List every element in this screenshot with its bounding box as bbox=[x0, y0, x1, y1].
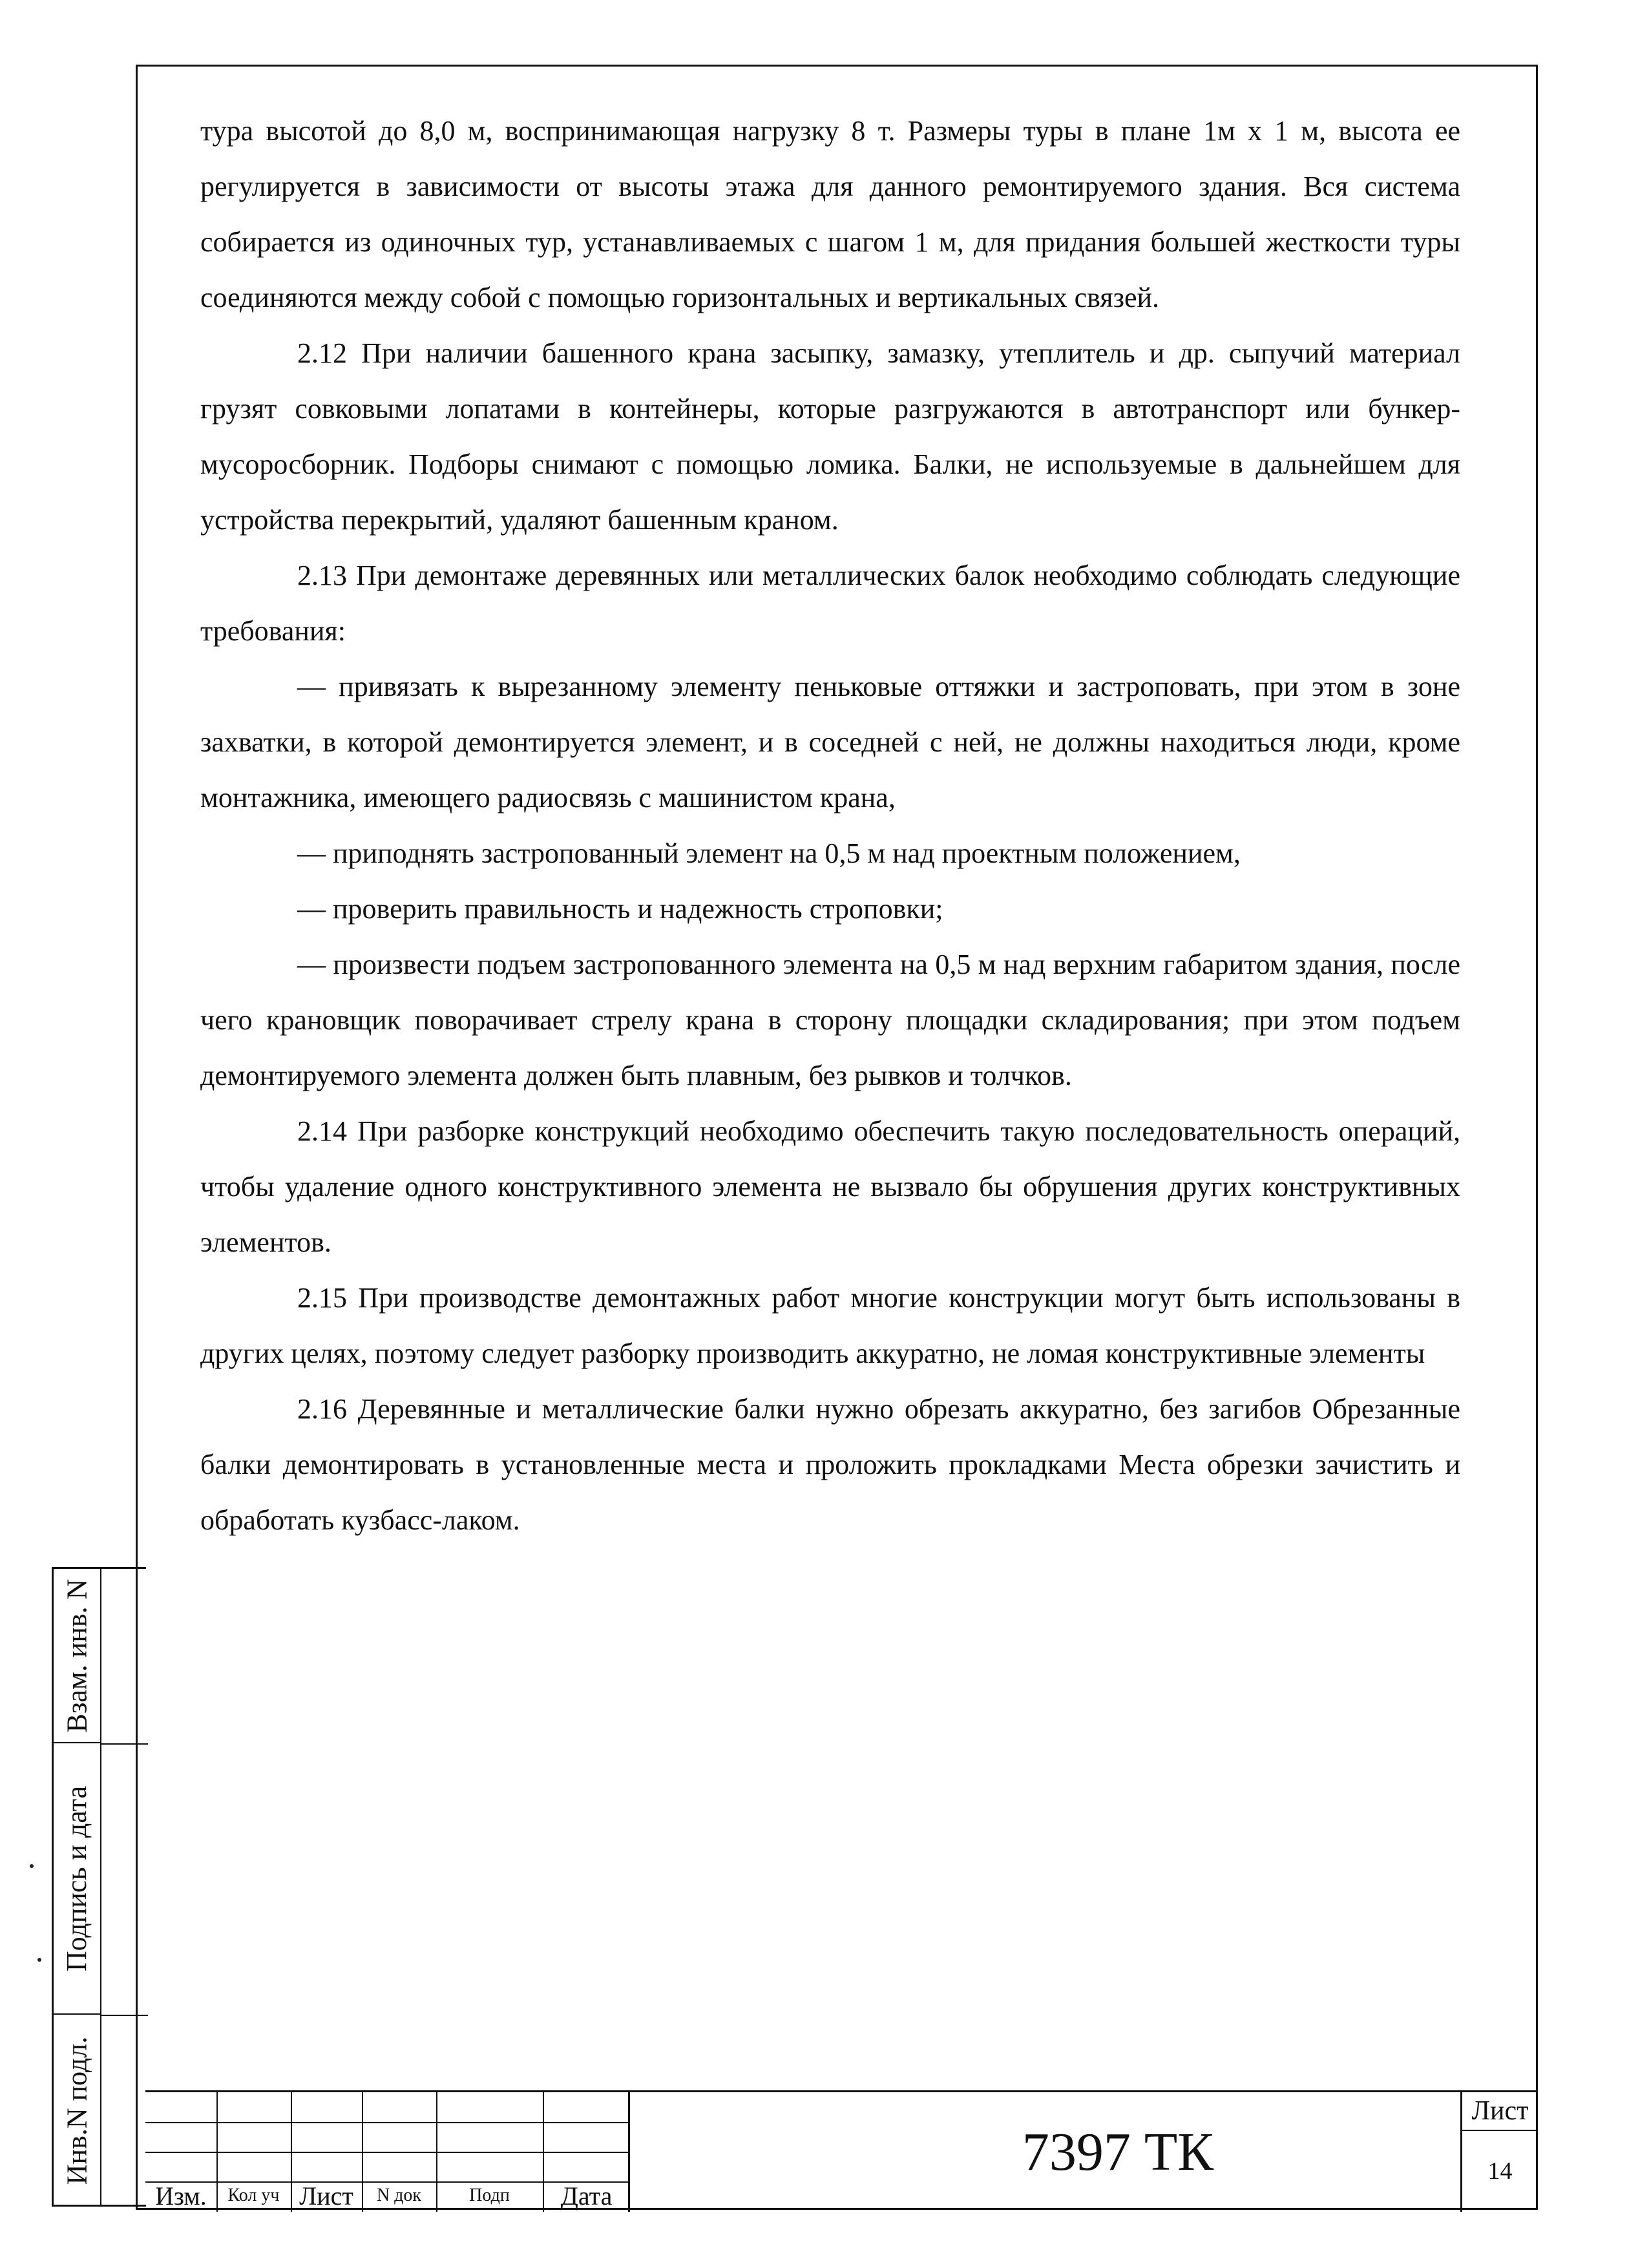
document-code: 7397 ТК bbox=[1022, 2122, 1214, 2182]
title-block bbox=[145, 2090, 1538, 2210]
col-list: Лист bbox=[299, 2181, 353, 2210]
paragraph-2-15: 2.15 При производстве демонтажных работ многие конструкции могут быть использованы в других целях, поэтому следует разборку производить аккуратно, не ломая конструктивные элементы bbox=[200, 1282, 1460, 1369]
grid-line bbox=[145, 2122, 630, 2123]
list-item: — произвести подъем застропованного элемента на 0,5 м над верхним габаритом здания, после чего крановщик поворачивает стрелу крана в сторону площадки складирования; при этом подъем демонтируемого элемента должен быть плавным, без рывков и толчков. bbox=[200, 949, 1460, 1091]
col-podp: Подп bbox=[469, 2185, 510, 2205]
col-kol-uch: Кол уч bbox=[227, 2185, 280, 2205]
sheet-number: 14 bbox=[1487, 2157, 1513, 2185]
side-stamp-divider bbox=[100, 1569, 101, 2205]
grid-line bbox=[145, 2152, 630, 2153]
list-item: — привязать к вырезанному элементу пеньковые оттяжки и застроповать, при этом в зоне захватки, в которой демонтируется элемент, и в соседней с ней, не должны находиться люди, кроме монтажника, имеющего радиосвязь с машинистом крана, bbox=[200, 671, 1460, 814]
side-stamp-divider bbox=[100, 1743, 148, 1745]
scan-mark bbox=[37, 1958, 41, 1962]
paragraph-1: тура высотой до 8,0 м, воспринимающая нагрузку 8 т. Размеры туры в плане 1м x 1 м, высота ее регулируется в зависимости от высоты этажа для данного ремонтируемого здания. Вся система собирается из одиночных тур, устанавливаемых с шагом 1 м, для придания большей жесткости туры соединяются между собой с помощью горизонтальных и вертикальных связей. bbox=[200, 115, 1460, 313]
paragraph-2-16: 2.16 Деревянные и металлические балки нужно обрезать аккуратно, без загибов Обрезанные балки демонтировать в установленные места и проложить прокладками Места обрезки зачистить и обработать кузбасс-лаком. bbox=[200, 1393, 1460, 1536]
scan-mark bbox=[30, 1864, 34, 1868]
sheet-label: Лист bbox=[1462, 2092, 1538, 2131]
inv-podl-label: Инв.N подл. bbox=[61, 2036, 93, 2185]
col-data: Дата bbox=[560, 2181, 613, 2210]
vzam-inv-cell bbox=[54, 1569, 100, 1743]
podpis-data-label: Подпись и дата bbox=[61, 1785, 93, 1971]
col-n-dok: N док bbox=[376, 2185, 422, 2205]
side-stamp-divider bbox=[100, 2015, 148, 2016]
sheet-box bbox=[1460, 2092, 1538, 2212]
list-item: — проверить правильность и надежность строповки; bbox=[297, 893, 943, 925]
paragraph-2-13: 2.13 При демонтаже деревянных или металлических балок необходимо соблюдать следующие требования: bbox=[200, 560, 1460, 647]
vzam-inv-label: Взам. инв. N bbox=[61, 1579, 93, 1732]
paragraph-2-14: 2.14 При разборке конструкций необходимо обеспечить такую последовательность операций, чтобы удаление одного конструктивного элемента не вызвало бы обрушения других конструктивных элементов. bbox=[200, 1115, 1460, 1258]
podpis-cell bbox=[54, 1743, 100, 2015]
inv-podl-cell bbox=[54, 2015, 100, 2207]
list-item: — приподнять застропованный элемент на 0,5 м над проектным положением, bbox=[297, 837, 1241, 869]
side-stamp bbox=[52, 1567, 146, 2207]
revision-grid bbox=[145, 2092, 630, 2212]
paragraph-2-12: 2.12 При наличии башенного крана засыпку, замазку, утеплитель и др. сыпучий материал грузят совковыми лопатами в контейнеры, которые разгружаются в автотранспорт или бункер-мусоросборник. Подборы снимают с помощью ломика. Балки, не используемые в дальнейшем для устройства перекрытий, удаляют башенным краном. bbox=[200, 337, 1460, 536]
col-izm: Изм. bbox=[155, 2181, 207, 2210]
body-text bbox=[200, 103, 1460, 1548]
